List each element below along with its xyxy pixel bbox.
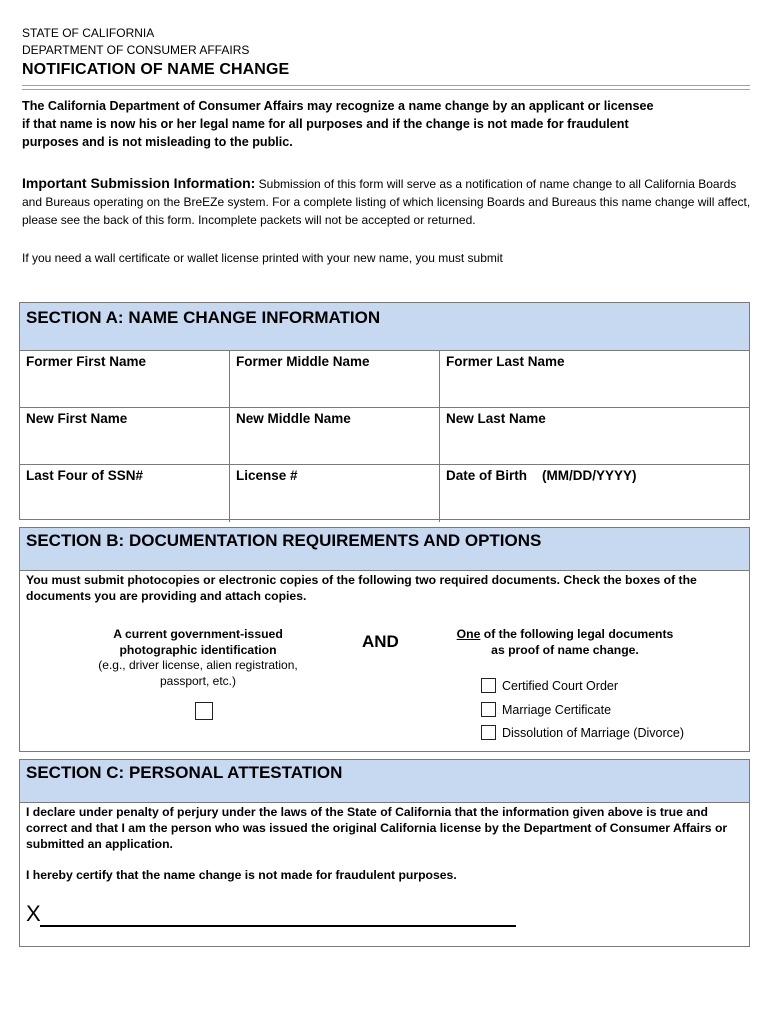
state-heading: STATE OF CALIFORNIA xyxy=(22,26,155,40)
section-b-title: SECTION B: DOCUMENTATION REQUIREMENTS AND OPTIONS xyxy=(20,528,749,571)
new-middle-name-field[interactable] xyxy=(230,408,440,465)
marriage-certificate-option[interactable] xyxy=(481,702,611,717)
submission-lead: Important Submission Information: xyxy=(22,175,256,191)
new-last-name-field[interactable] xyxy=(440,408,749,465)
one-emphasis: One xyxy=(456,627,481,641)
court-order-label: Certified Court Order xyxy=(502,678,619,693)
ssn-last-four-field[interactable] xyxy=(20,465,230,522)
new-middle-name-label: New Middle Name xyxy=(236,411,351,426)
name-change-grid xyxy=(20,351,749,522)
date-of-birth-field[interactable] xyxy=(440,465,749,522)
form-title: NOTIFICATION OF NAME CHANGE xyxy=(22,61,290,78)
marriage-certificate-label: Marriage Certificate xyxy=(502,702,612,717)
section-c xyxy=(19,759,750,947)
former-middle-name-field[interactable] xyxy=(230,351,440,408)
marriage-certificate-checkbox[interactable] xyxy=(481,702,496,717)
photo-id-title xyxy=(84,626,312,658)
divorce-option[interactable] xyxy=(481,725,684,740)
legal-documents-title-rest: of the following legal documents xyxy=(480,627,674,641)
section-c-title: SECTION C: PERSONAL ATTESTATION xyxy=(20,760,749,803)
license-number-field[interactable] xyxy=(230,465,440,522)
former-first-name-label: Former First Name xyxy=(26,354,147,369)
wall-certificate-note: If you need a wall certificate or wallet license printed with your new name, you must submit xyxy=(22,251,503,265)
divorce-checkbox[interactable] xyxy=(481,725,496,740)
new-last-name-label: New Last Name xyxy=(446,411,546,426)
submission-info xyxy=(22,174,752,229)
title-rule-top xyxy=(22,85,750,86)
photo-id-title-line-2: photographic identification xyxy=(119,643,277,657)
photo-id-examples-line-2: passport, etc.) xyxy=(159,674,237,688)
photo-id-title-line-1: A current government-issued xyxy=(113,627,283,641)
legal-documents-title-line-2: as proof of name change. xyxy=(491,643,639,657)
former-last-name-label: Former Last Name xyxy=(446,354,565,369)
documentation-instructions: You must submit photocopies or electronic copies of the following two required documents. Check the boxes of the documents you are providing and attach copies. xyxy=(26,573,697,603)
signature-mark: X xyxy=(26,901,41,926)
legal-documents-title xyxy=(430,626,700,658)
former-first-name-field[interactable] xyxy=(20,351,230,408)
intro-paragraph: The California Department of Consumer Affairs may recognize a name change by an applicant or licensee if that name is now his or her legal name for all purposes and if the change is not made for fraudulent purposes and is not misleading to the public. xyxy=(22,99,654,149)
signature-line[interactable] xyxy=(40,925,516,927)
fraud-certification: I hereby certify that the name change is not made for fraudulent purposes. xyxy=(26,868,457,882)
divorce-label: Dissolution of Marriage (Divorce) xyxy=(502,725,685,740)
photo-id-examples-line-1: (e.g., driver license, alien registration, xyxy=(98,658,298,672)
department-heading: DEPARTMENT OF CONSUMER AFFAIRS xyxy=(22,43,250,57)
former-middle-name-label: Former Middle Name xyxy=(236,354,370,369)
new-first-name-label: New First Name xyxy=(26,411,128,426)
court-order-option[interactable] xyxy=(481,678,618,693)
submission-body: Submission of this form will serve as a notification of name change to all California Boards and Bureaus operating on the BreEZe system. For a complete listing of which licensing Boards and Bureaus this name change will affect, please see the back of this form. Incomplete packets will not be accepted or returned. xyxy=(22,177,751,227)
title-rule-bottom xyxy=(22,89,750,90)
ssn-last-four-label: Last Four of SSN# xyxy=(26,468,144,483)
new-first-name-field[interactable] xyxy=(20,408,230,465)
and-label: AND xyxy=(362,632,399,651)
former-last-name-field[interactable] xyxy=(440,351,749,408)
date-of-birth-label: Date of Birth (MM/DD/YYYY) xyxy=(446,468,637,483)
court-order-checkbox[interactable] xyxy=(481,678,496,693)
license-number-label: License # xyxy=(236,468,298,483)
perjury-declaration: I declare under penalty of perjury under the laws of the State of California that the information given above is true and correct and that I am the person who was issued the original California license by the Department of Consumer Affairs or submitted an application. xyxy=(26,805,728,851)
section-a xyxy=(19,302,750,520)
section-a-title: SECTION A: NAME CHANGE INFORMATION xyxy=(20,303,749,351)
photo-id-checkbox[interactable] xyxy=(195,702,213,720)
photo-id-examples xyxy=(84,657,312,689)
